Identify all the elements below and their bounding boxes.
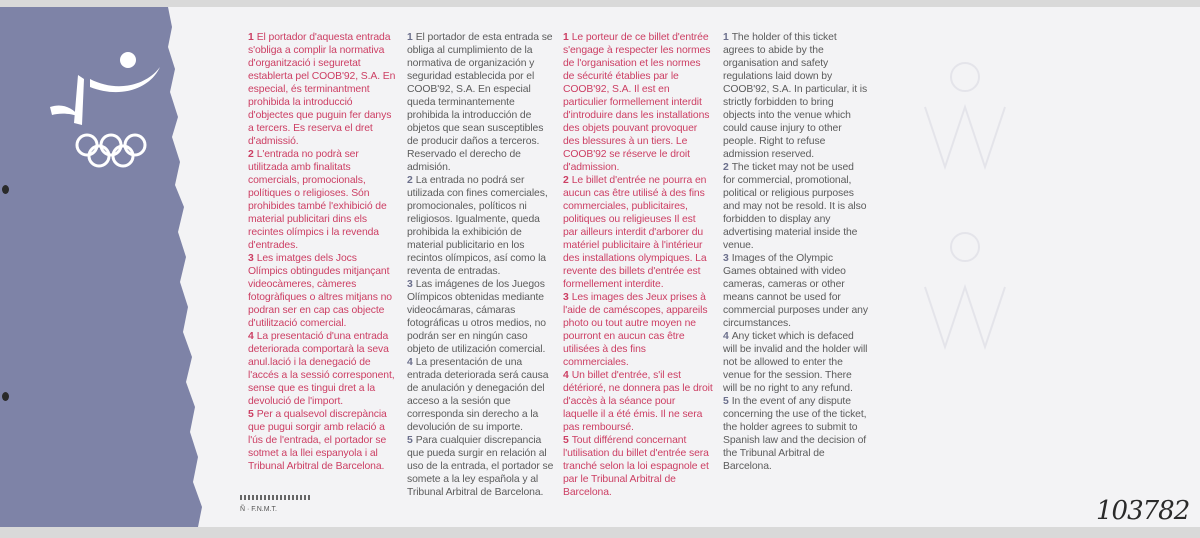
handwritten-serial: 103782 [1096, 496, 1190, 526]
punch-hole-mark [2, 392, 9, 401]
clause: 3 Images of the Olympic Games obtained with video cameras, cameras or other means cannot be used for commercial purposes under any circumstances. [723, 253, 868, 329]
clause: 3 Les images des Jeux prises à l'aide de caméscopes, appareils photo ou tout autre moyen ne pourront en aucun cas être utilisées à des fins commerciales. [563, 292, 708, 368]
clause: 5 In the event of any dispute concerning the use of the ticket, the holder agrees to submit to Spanish law and the decision of the Tribunal Arbitral de Barcelona. [723, 396, 867, 472]
printer-mark [240, 495, 312, 513]
clause: 2 The ticket may not be used for commercial, promotional, political or religious purposes and may not be resold. It is also forbidden to display any advertising material inside the venue. [723, 162, 867, 251]
ticket [0, 7, 1200, 527]
clause: 4 Un billet d'entrée, s'il est détérioré, ne donnera pas le droit d'accès à la séance pour laquelle il a été émis. Il ne sera pas remboursé. [563, 370, 713, 433]
clause: 5 Para cualquier discrepancia que pueda surgir en relación al uso de la entrada, el portador se somete a la ley española y al Tribunal Arbitral de Barcelona. [407, 435, 554, 498]
barcelona-92-logo [0, 7, 210, 207]
clause: 2 Le billet d'entrée ne pourra en aucun cas être utilisé à des fins commerciales, publicitaires, politiques ou religieuses Il est par ailleurs interdit d'arborer du matériel publicitaire à l'intérieur des installations olympiques. La revente des billets d'entrée est formellement interdite. [563, 175, 707, 290]
clause: 4 La presentación de una entrada deteriorada será causa de anulación y denegación del acceso a la sesión que corresponda sin derecho a la devolución de su importe. [407, 357, 549, 433]
clause: 2 La entrada no podrá ser utilizada con fines comerciales, promocionales, políticos ni religiosos. Igualmente, queda prohibida la exhibición de material publicitario en los recintos olímpicos, así como la reventa de entradas. [407, 175, 548, 277]
punch-hole-mark [2, 185, 9, 194]
clause: 2 L'entrada no podrà ser utilitzada amb finalitats comercials, promocionals, polítiques o religioses. Són prohibides també l'exhibició de material publicitari dins els recintes olímpics i la revenda d'entrades. [248, 149, 387, 251]
clause: 1 Le porteur de ce billet d'entrée s'engage à respecter les normes de l'organisation et les normes de sécurité établies par le COOB'92, S.A. Il est en particulier formellement interdit d'introduire dans les installations des objets pouvant provoquer des blessures à un tiers. Le COOB'92 se réserve le droit d'admission. [563, 32, 711, 173]
clause: 1 El portador de esta entrada se obliga al cumplimiento de la normativa de organización y seguridad establecida por el COOB'92, S.A. En especial queda terminantemente prohibida la introducción de objetos que sean susceptibles de producir daños a terceros. Reservado el derecho de admisión. [407, 32, 553, 173]
conditions-french [563, 31, 713, 499]
printer-mark-text: Ñ · F.N.M.T. [240, 506, 277, 513]
watermark-pattern [905, 47, 1025, 407]
conditions-catalan [248, 31, 398, 473]
clause: 5 Per a qualsevol discrepància que pugui sorgir amb relació a l'ús de l'entrada, el portador se sotmet a la llei espanyola i al Tribunal Arbitral de Barcelona. [248, 409, 387, 472]
clause: 4 Any ticket which is defaced will be invalid and the holder will not be allowed to enter the venue for the session. There will be no right to any refund. [723, 331, 868, 394]
conditions-spanish [407, 31, 557, 499]
clause: 1 El portador d'aquesta entrada s'obliga a complir la normativa d'organització i seguretat establerta pel COOB'92, S.A. En especial, és terminantment prohibida la introducció d'objectes que puguin fer danys a tercers. Es reserva el dret d'admissió. [248, 32, 396, 147]
clause: 3 Las imágenes de los Juegos Olímpicos obtenidas mediante videocámaras, cámaras fotográficas u otros medios, no podrán ser en ningún caso objeto de utilización comercial. [407, 279, 546, 355]
clause: 5 Tout différend concernant l'utilisation du billet d'entrée sera tranché selon la loi espagnole et par le Tribunal Arbitral de Barcelona. [563, 435, 709, 498]
conditions-english [723, 31, 868, 473]
clause: 4 La presentació d'una entrada deteriorada comportarà la seva anul.lació i la denegació de l'accés a la sessió corresponent, sense que es tingui dret a la devolució de l'import. [248, 331, 395, 407]
microprint-bar [240, 495, 312, 500]
clause: 3 Les imatges dels Jocs Olímpics obtingudes mitjançant videocàmeres, càmeres fotogràfiques o altres mitjans no podran ser en cap cas objecte d'utilització comercial. [248, 253, 392, 329]
clause: 1 The holder of this ticket agrees to abide by the organisation and safety regulations laid down by COOB'92, S.A. In particular, it is strictly forbidden to bring objects into the venue which could cause injury to other people. Right to refuse admission reserved. [723, 32, 868, 160]
